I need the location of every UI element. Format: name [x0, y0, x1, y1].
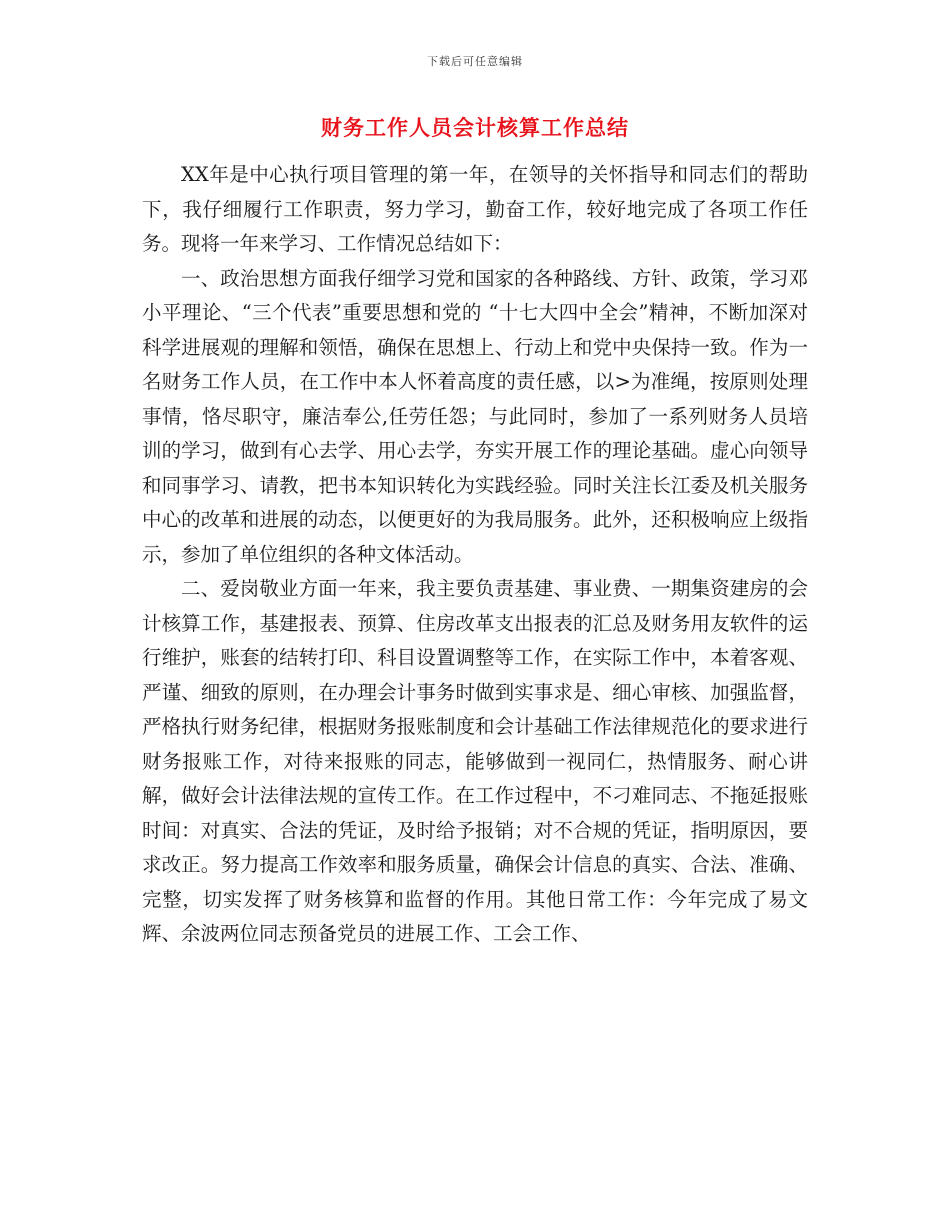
- header-note: 下载后可任意编辑: [427, 55, 523, 68]
- paragraph-dedication: 二、爱岗敬业方面一年来，我主要负责基建、事业费、一期集资建房的会计核算工作，基建报表、预算、住房改革支出报表的汇总及财务用友软件的运行维护，账套的结转打印、科目设置调整等工作，在实际工作中，本着客观、严谨、细致的原则，在办理会计事务时做到实事求是、细心审核、加强监督，严格执行财务纪律，根据财务报账制度和会计基础工作法律规范化的要求进行财务报账工作，对待来报账的同志，能够做到一视同仁，热情服务、耐心讲解，做好会计法律法规的宣传工作。在工作过程中，不刁难同志、不拖延报账时间：对真实、合法的凭证，及时给予报销；对不合规的凭证，指明原因，要求改正。努力提高工作效率和服务质量，确保会计信息的真实、合法、准确、完整，切实发挥了财务核算和监督的作用。其他日常工作：今年完成了易文辉、余波两位同志预备党员的进展工作、工会工作、: [142, 577, 808, 945]
- document-title: 财务工作人员会计核算工作总结: [321, 116, 629, 140]
- document-body: [142, 158, 808, 952]
- paragraph-intro: XX年是中心执行项目管理的第一年，在领导的关怀指导和同志们的帮助下，我仔细履行工作职责，努力学习，勤奋工作，较好地完成了各项工作任务。现将一年来学习、工作情况总结如下：: [142, 163, 808, 255]
- paragraph-political-thought: 一、政治思想方面我仔细学习党和国家的各种路线、方针、政策，学习邓小平理论、“三个代表”重要思想和党的 “十七大四中全会”精神，不断加深对科学进展观的理解和领悟，确保在思想上、行动上和党中央保持一致。作为一名财务工作人员，在工作中本人怀着高度的责任感，以>为准绳，按原则处理事情，恪尽职守，廉洁奉公,任劳任怨；与此同时，参加了一系列财务人员培训的学习，做到有心去学、用心去学，夯实开展工作的理论基础。虚心向领导和同事学习、请教，把书本知识转化为实践经验。同时关注长江委及机关服务中心的改革和进展的动态，以便更好的为我局服务。此外，还积极响应上级指示，参加了单位组织的各种文体活动。: [142, 266, 808, 566]
